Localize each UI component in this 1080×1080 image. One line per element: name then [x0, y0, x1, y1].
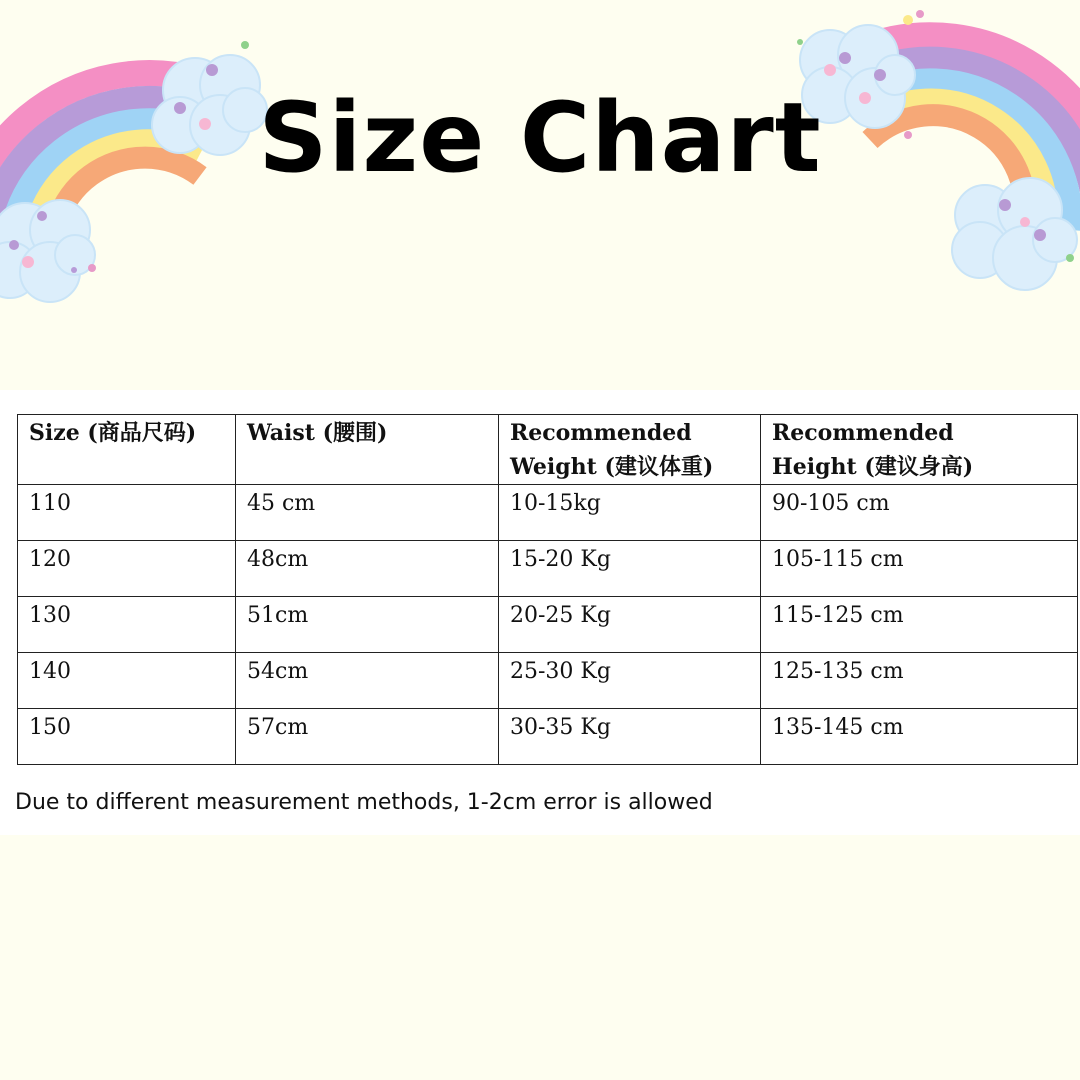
- height-cell: 125-135 cm: [761, 653, 1078, 709]
- weight-cell: 20-25 Kg: [499, 597, 761, 653]
- waist-cell: 54cm: [236, 653, 499, 709]
- size-cell: 130: [18, 597, 236, 653]
- table-row: [18, 485, 1078, 541]
- height-cell: 135-145 cm: [761, 709, 1078, 765]
- table-row: [18, 541, 1078, 597]
- header-label: Recommended Height (建议身高): [772, 420, 974, 480]
- waist-cell: 48cm: [236, 541, 499, 597]
- table-row: [18, 709, 1078, 765]
- waist-cell: 51cm: [236, 597, 499, 653]
- table-header-row: [18, 415, 1078, 485]
- weight-cell: 30-35 Kg: [499, 709, 761, 765]
- header-waist: [236, 415, 499, 485]
- weight-cell: 15-20 Kg: [499, 541, 761, 597]
- height-cell: 90-105 cm: [761, 485, 1078, 541]
- header-label: Recommended Weight (建议体重): [510, 420, 714, 480]
- header-label: Waist (腰围): [247, 420, 388, 446]
- measurement-note: Due to different measurement methods, 1-2cm error is allowed: [15, 790, 713, 815]
- header-weight: [499, 415, 761, 485]
- size-table: [17, 414, 1078, 765]
- size-cell: 150: [18, 709, 236, 765]
- height-cell: 115-125 cm: [761, 597, 1078, 653]
- size-cell: 140: [18, 653, 236, 709]
- page-title: Size Chart: [258, 82, 822, 194]
- size-cell: 120: [18, 541, 236, 597]
- weight-cell: 10-15kg: [499, 485, 761, 541]
- size-cell: 110: [18, 485, 236, 541]
- header-height: [761, 415, 1078, 485]
- table-row: [18, 653, 1078, 709]
- height-cell: 105-115 cm: [761, 541, 1078, 597]
- size-chart-panel: [0, 390, 1080, 835]
- waist-cell: 45 cm: [236, 485, 499, 541]
- table-row: [18, 597, 1078, 653]
- header-label: Size (商品尺码): [29, 420, 197, 446]
- weight-cell: 25-30 Kg: [499, 653, 761, 709]
- waist-cell: 57cm: [236, 709, 499, 765]
- header-size: [18, 415, 236, 485]
